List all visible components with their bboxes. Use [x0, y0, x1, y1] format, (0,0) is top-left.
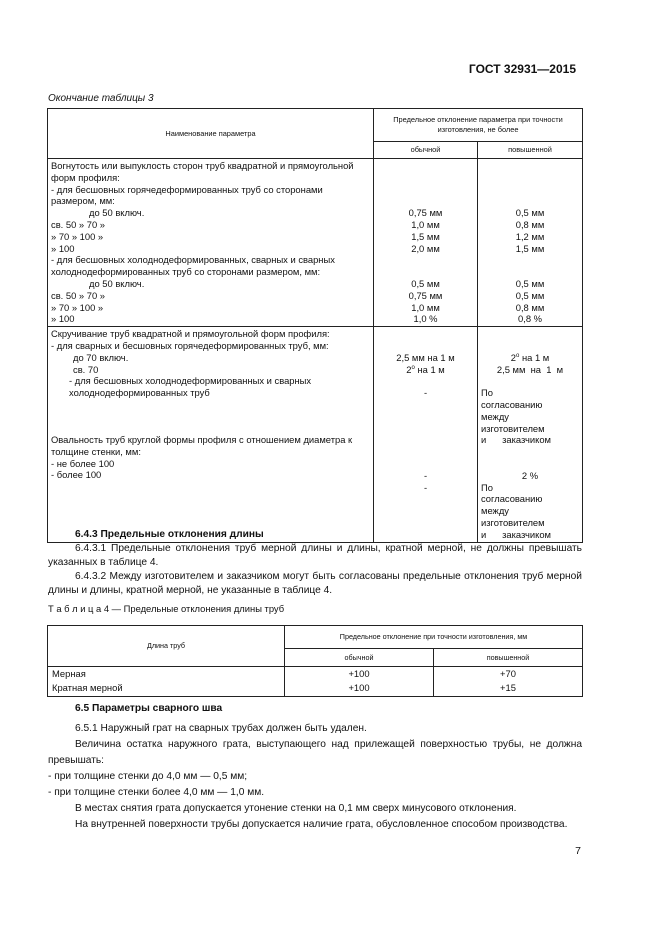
ovality-title: Овальность труб круглой формы профиля с отношением диаметра к толщине стенки, мм:: [51, 433, 353, 457]
value: 1,5 мм: [411, 230, 440, 242]
table-row: [48, 159, 583, 327]
value: 2 %: [521, 469, 539, 481]
row-label: св. 50 » 70 »: [51, 289, 105, 301]
value: [377, 364, 474, 376]
value: 2,5 мм на 1 м: [496, 363, 564, 375]
row-label: Мерная: [48, 667, 285, 681]
row-label: до 70 включ.: [73, 351, 129, 363]
row-label: » 100: [51, 313, 75, 325]
value: +70: [434, 667, 583, 681]
value: 0,5 мм: [411, 277, 440, 289]
value: 0,8 мм: [515, 218, 545, 230]
value: 0,75 мм: [408, 289, 443, 301]
value: 0,8 %: [518, 313, 542, 325]
header-param: Наименование параметра: [48, 109, 374, 159]
value: [481, 352, 579, 364]
value: 0,75 мм: [408, 207, 443, 219]
table-row: [48, 327, 583, 542]
value: 0,5 мм: [515, 207, 545, 219]
value: +100: [285, 681, 434, 697]
value: 1,5 мм: [515, 242, 545, 254]
degree-mark: o: [411, 364, 415, 371]
paragraph: - при толщине стенки более 4,0 мм — 1,0 мм.: [48, 787, 265, 798]
table-4: [47, 625, 583, 697]
row-label: до 50 включ.: [89, 277, 145, 289]
twist-normal-cell: [374, 327, 478, 542]
concavity-hot-label: - для бесшовных горячедеформированных труб со сторонами размером, мм:: [51, 183, 323, 207]
header-deviation: Предельное отклонение при точности изготовления, мм: [285, 626, 583, 649]
value: +15: [434, 681, 583, 697]
concavity-cold-label: - для бесшовных холоднодеформированных, сварных и сварных холоднодеформированных труб со сторонами размером, мм:: [51, 254, 335, 278]
row-label: до 50 включ.: [89, 207, 145, 219]
value: 2: [510, 351, 516, 363]
value: 2,0 мм: [411, 242, 440, 254]
page-number: 7: [575, 845, 581, 857]
paragraph: - при толщине стенки до 4,0 мм — 0,5 мм;: [48, 771, 248, 782]
value: 2,5 мм на 1 м: [396, 351, 455, 363]
value: 0,5 мм: [515, 289, 545, 301]
row-label: » 100: [51, 242, 75, 254]
paragraph: 6.4.3.1 Предельные отклонения труб мерной длины и длины, кратной мерной, не должны превышать указанных в таблице 4.: [48, 543, 582, 568]
twist-cold-label: - для бесшовных холоднодеформированных и сварных холоднодеформированных труб: [69, 375, 312, 399]
table-row: [48, 681, 583, 697]
value: 2: [406, 363, 412, 375]
section-6-4-3: [48, 528, 582, 598]
row-label: Кратная мерной: [48, 681, 285, 697]
row-label: св. 50 » 70 »: [51, 218, 105, 230]
value: -: [423, 469, 428, 481]
table3-caption: Окончание таблицы 3: [48, 93, 154, 104]
header-length: Длина труб: [48, 626, 285, 667]
twist-cell: [48, 327, 374, 542]
row-label: - более 100: [51, 469, 102, 481]
value: 0,8 мм: [515, 301, 545, 313]
row-label: » 70 » 100 »: [51, 230, 104, 242]
header-increased: повышенной: [434, 649, 583, 667]
table-3: [47, 108, 583, 543]
value: +100: [285, 667, 434, 681]
header-normal: обычной: [374, 142, 478, 159]
concavity-increased-cell: [478, 159, 583, 327]
table4-caption: Т а б л и ц а 4 — Предельные отклонения длины труб: [48, 603, 285, 614]
header-deviation: Предельное отклонение параметра при точности изготовления, не более: [374, 109, 583, 142]
value: на 1 м: [414, 363, 445, 375]
paragraph: 6.4.3.2 Между изготовителем и заказчиком могут быть согласованы предельные отклонения труб мерной длины и длины, кратной мерной, не указанные в таблице 4.: [48, 571, 582, 596]
twist-increased-cell: [478, 327, 583, 542]
value: на 1 м: [519, 351, 550, 363]
agreement-note: По согласованию между изготовителем и заказчиком: [481, 387, 551, 446]
agreement-note: По согласованию между изготовителем и заказчиком: [481, 481, 551, 540]
value: 1,0 %: [413, 313, 438, 325]
value: 0,5 мм: [515, 277, 545, 289]
concavity-normal-cell: [374, 159, 478, 327]
header-normal: обычной: [285, 649, 434, 667]
document-id: ГОСТ 32931—2015: [468, 62, 576, 76]
degree-mark: o: [516, 352, 520, 359]
value: 1,0 мм: [411, 301, 440, 313]
row-label: » 70 » 100 »: [51, 301, 104, 313]
concavity-cell: [48, 159, 374, 327]
twist-title: Скручивание труб квадратной и прямоугольной форм профиля:: [51, 328, 330, 340]
header-increased: повышенной: [478, 142, 583, 159]
table-row: [48, 667, 583, 681]
section-6-5: [48, 701, 582, 833]
row-label: св. 70: [73, 363, 99, 375]
paragraph: Величина остатка наружного грата, выступающего над прилежащей поверхностью трубы, не должна превышать:: [48, 739, 582, 766]
value: 1,2 мм: [515, 230, 545, 242]
twist-welded-label: - для сварных и бесшовных горячедеформированных труб, мм:: [51, 339, 329, 351]
paragraph: 6.5.1 Наружный грат на сварных трубах должен быть удален.: [75, 723, 367, 734]
section-heading: 6.4.3 Предельные отклонения длины: [75, 529, 264, 540]
paragraph: В местах снятия грата допускается утонение стенки на 0,1 мм сверх минусового отклонения.: [75, 803, 517, 814]
concavity-title: Вогнутость или выпуклость сторон труб квадратной и прямоугольной форм профиля:: [51, 160, 354, 183]
value: -: [423, 481, 428, 493]
row-label: - не более 100: [51, 457, 115, 469]
section-heading: 6.5 Параметры сварного шва: [75, 703, 223, 714]
paragraph: На внутренней поверхности трубы допускается наличие грата, обусловленное способом производства.: [75, 819, 568, 830]
value: -: [423, 387, 428, 399]
value: 1,0 мм: [411, 218, 440, 230]
